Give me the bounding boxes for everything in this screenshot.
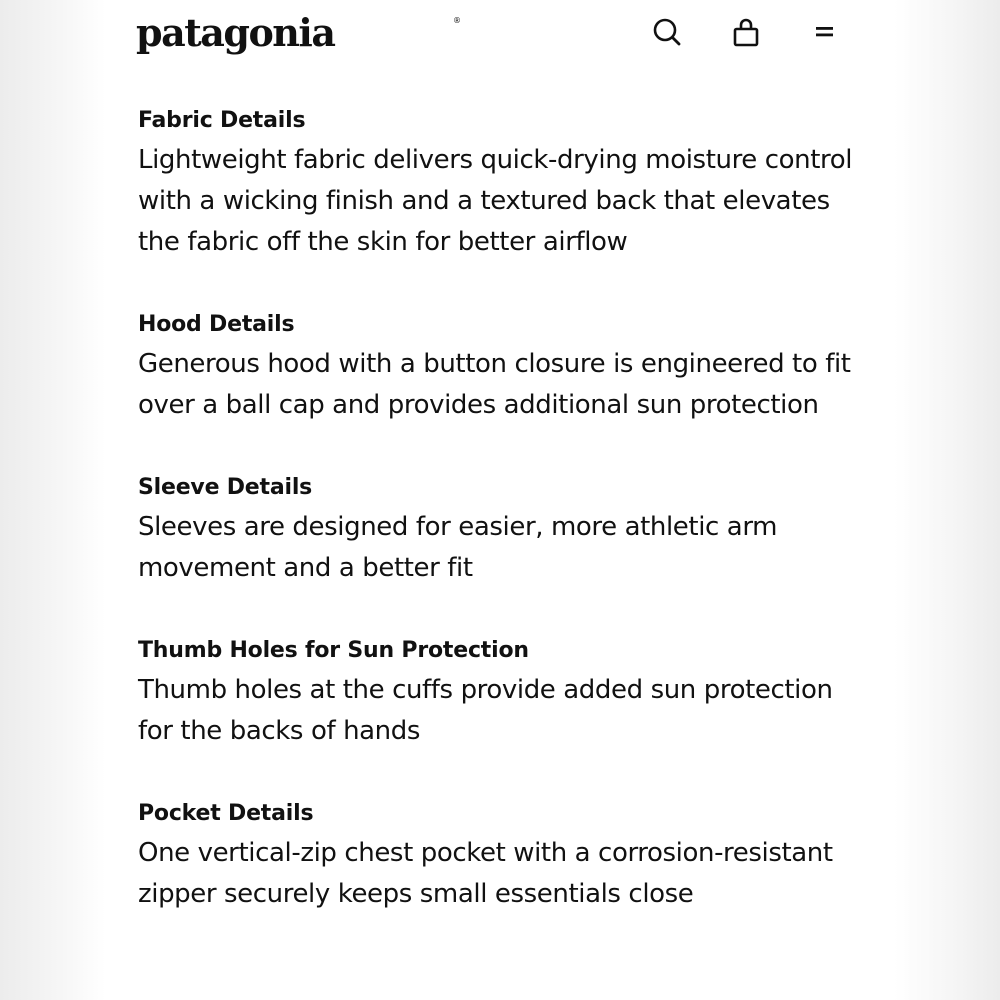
feature-section-thumb-holes [138,630,858,752]
menu-button[interactable] [807,14,843,50]
product-details-page [106,0,894,1000]
search-button[interactable] [649,14,685,50]
feature-title: Pocket Details [138,801,314,826]
feature-title: Thumb Holes for Sun Protection [138,638,529,663]
feature-section-hood [138,304,858,426]
feature-title: Hood Details [138,312,295,337]
feature-section-sleeve [138,467,858,589]
feature-section-pocket [138,793,858,915]
search-icon [652,17,682,47]
feature-description: One vertical-zip chest pocket with a corrosion-resistant zipper securely keeps small essentials close [138,838,833,909]
feature-description: Lightweight fabric delivers quick-drying moisture control with a wicking finish and a textured back that elevates the fabric off the skin for better airflow [138,145,853,257]
shopping-bag-icon [732,17,760,47]
feature-section-fabric [138,100,858,263]
patagonia-logo[interactable]: patagonia [136,10,335,55]
registered-mark: ® [453,16,461,25]
site-header [106,0,894,70]
product-features-list [138,100,858,956]
shopping-bag-button[interactable] [728,14,764,50]
feature-description: Sleeves are designed for easier, more athletic arm movement and a better fit [138,512,778,583]
feature-description: Generous hood with a button closure is engineered to fit over a ball cap and provides additional sun protection [138,349,851,420]
menu-icon [815,24,835,40]
feature-title: Sleeve Details [138,475,313,500]
feature-title: Fabric Details [138,108,306,133]
feature-description: Thumb holes at the cuffs provide added sun protection for the backs of hands [138,675,833,746]
